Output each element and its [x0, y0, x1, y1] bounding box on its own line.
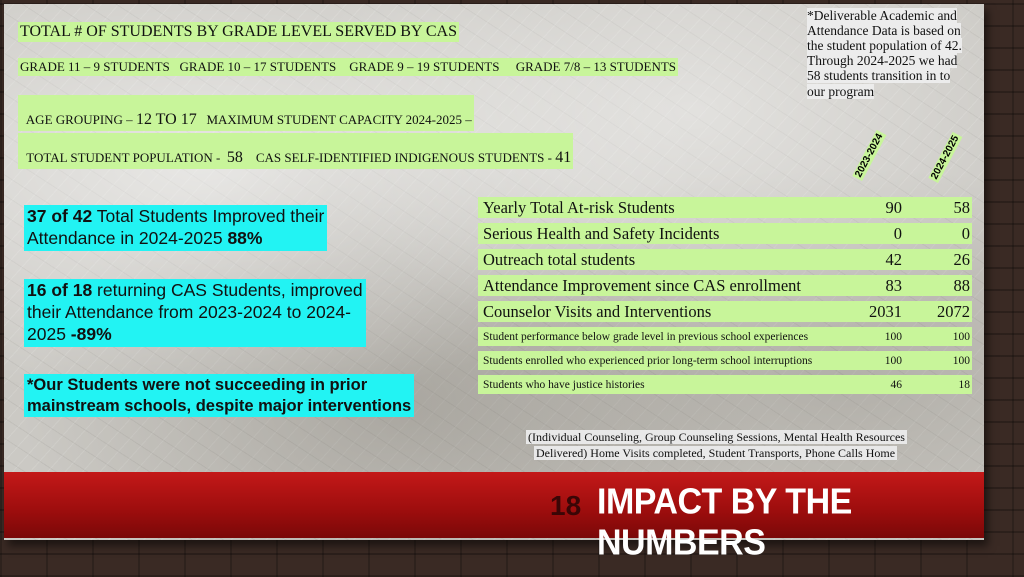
h2-text: returning CAS Students, improved — [92, 280, 363, 300]
row-value-2024-2025: 0 — [908, 223, 972, 244]
row-value-2023-2024: 42 — [840, 249, 908, 270]
population-value: 58 — [226, 149, 243, 167]
impact-table — [478, 192, 972, 399]
population-label: TOTAL STUDENT POPULATION - — [26, 150, 227, 166]
age-prefix: AGE GROUPING – — [25, 112, 136, 128]
note-line: Attendance Data is based on — [807, 23, 961, 39]
row-value-2023-2024: 46 — [840, 375, 908, 394]
row-value-2024-2025: 100 — [908, 351, 972, 370]
row-value-2023-2024: 100 — [840, 351, 908, 370]
banner-title: IMPACT BY THE NUMBERS — [597, 482, 852, 563]
note-line: 58 students transition in to — [807, 68, 951, 84]
age-value: 12 TO 17 — [135, 111, 197, 129]
table-row — [478, 223, 972, 244]
row-value-2023-2024: 90 — [840, 197, 908, 218]
slide-number: 18 — [550, 490, 582, 521]
row-label: Students who have justice histories — [478, 375, 840, 394]
row-label: Counselor Visits and Interventions — [478, 301, 840, 322]
row-label: Yearly Total At-risk Students — [478, 197, 840, 218]
h1-percent: 88% — [227, 227, 263, 248]
row-label: Attendance Improvement since CAS enrollment — [478, 275, 840, 296]
note-line: *Deliverable Academic and — [807, 8, 957, 23]
grade-counts-line: GRADE 11 – 9 STUDENTS GRADE 10 – 17 STUDENTS GRADE 9 – 19 STUDENTS GRADE 7/8 – 13 STUDENTS — [18, 58, 678, 76]
capacity-label: MAXIMUM STUDENT CAPACITY 2024-2025 – — [196, 112, 472, 128]
row-label: Students enrolled who experienced prior long-term school interruptions — [478, 351, 840, 370]
row-value-2024-2025: 18 — [908, 375, 972, 394]
footnote-line-2: Delivered) Home Visits completed, Student Transports, Phone Calls Home — [536, 445, 896, 460]
table-row — [478, 327, 972, 346]
row-value-2024-2025: 58 — [908, 197, 972, 218]
column-header-2023-2024: 2023-2024 — [853, 131, 886, 180]
row-value-2024-2025: 26 — [908, 249, 972, 270]
counseling-footnote — [526, 430, 907, 461]
table-row — [478, 375, 972, 394]
row-value-2024-2025: 2072 — [908, 301, 972, 322]
table-row — [478, 249, 972, 270]
highlight-returning-students — [24, 279, 366, 347]
h1-count: 37 of 42 — [27, 206, 93, 226]
row-label: Serious Health and Safety Incidents — [478, 223, 840, 244]
table-row — [478, 275, 972, 296]
h2-text-2: their Attendance from 2023-2024 to 2024- — [27, 301, 351, 322]
page-title: TOTAL # OF STUDENTS BY GRADE LEVEL SERVED BY CAS — [20, 23, 457, 40]
note-line: our program — [807, 83, 875, 99]
h2-percent: -89% — [70, 323, 112, 344]
table-row — [478, 301, 972, 322]
row-value-2023-2024: 83 — [840, 275, 908, 296]
h3-line-2: mainstream schools, despite major interventions — [27, 396, 412, 415]
row-value-2023-2024: 0 — [840, 223, 908, 244]
age-grouping-line — [18, 95, 474, 131]
row-value-2024-2025: 100 — [908, 327, 972, 346]
row-value-2024-2025: 88 — [908, 275, 972, 296]
row-label: Student performance below grade level in previous school experiences — [478, 327, 840, 346]
column-header-2024-2025: 2024-2025 — [929, 133, 962, 182]
row-value-2023-2024: 100 — [840, 327, 908, 346]
h1-text: Total Students Improved their — [92, 206, 325, 226]
highlight-attendance-total — [24, 205, 327, 251]
population-line — [18, 133, 573, 169]
indigenous-label: CAS SELF-IDENTIFIED INDIGENOUS STUDENTS - — [242, 150, 556, 166]
footnote-line-1: (Individual Counseling, Group Counseling Sessions, Mental Health Resources — [528, 430, 905, 444]
table-row — [478, 351, 972, 370]
h2-text-3: 2025 — [27, 323, 71, 344]
row-value-2023-2024: 2031 — [840, 301, 908, 322]
row-label: Outreach total students — [478, 249, 840, 270]
table-row — [478, 197, 972, 218]
highlight-prior-schools — [24, 374, 414, 417]
h1-text-2: Attendance in 2024-2025 — [27, 227, 228, 248]
note-line: the student population of 42. — [807, 38, 962, 54]
indigenous-value: 41 — [555, 149, 572, 167]
note-line: Through 2024-2025 we had — [807, 53, 958, 69]
deliverable-note — [807, 8, 987, 99]
h3-line-1: *Our Students were not succeeding in prior — [27, 376, 368, 394]
h2-count: 16 of 18 — [27, 280, 93, 300]
